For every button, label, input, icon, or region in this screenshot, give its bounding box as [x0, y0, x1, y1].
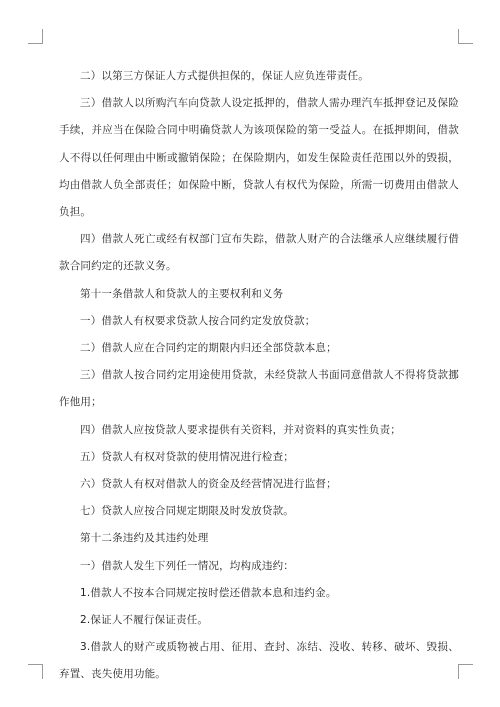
clause-item: 四）借款人应按贷款人要求提供有关资料，并对资料的真实性负责； — [80, 423, 401, 436]
list-item: 3.借款人的财产或质物被占用、征用、查封、冻结、没收、转移、破坏、毁损、弃置、丧失使用功能。 — [59, 641, 459, 681]
crop-mark-top-left — [28, 29, 43, 44]
clause-item: 三）借款人按合同约定用途使用贷款，未经贷款人书面同意借款人不得将贷款挪作他用； — [59, 369, 459, 409]
document-body — [59, 63, 459, 689]
crop-mark-bottom-left — [28, 664, 43, 679]
clause-item: 七）贷款人应按合同规定期限及时发放贷款。 — [80, 505, 294, 518]
clause-item: 一）借款人有权要求贷款人按合同约定发放贷款； — [80, 314, 316, 327]
list-item: 1.借款人不按本合同规定按时偿还借款本息和违约金。 — [80, 586, 337, 599]
clause-item: 二）借款人应在合同约定的期限内归还全部贷款本息； — [80, 342, 337, 355]
paragraph-borrower-death-missing: 四）借款人死亡或经有权部门宣布失踪，借款人财产的合法继承人应继续履行借款合同约定的还款义务。 — [59, 233, 459, 273]
section-heading-article-11: 第十一条借款人和贷款人的主要权利和义务 — [80, 287, 284, 300]
clause-item: 五）贷款人有权对贷款的使用情况进行检查； — [80, 450, 294, 463]
crop-mark-bottom-right — [458, 664, 473, 679]
paragraph-vehicle-mortgage-insurance: 三）借款人以所购汽车向贷款人设定抵押的，借款人需办理汽车抵押登记及保险手续，并应当在保险合同中明确贷款人为该项保险的第一受益人。在抵押期间，借款人不得以任何理由中断或撤销保险；在保险期内，如发生保险责任范围以外的毁损，均由借款人负全部责任；如保险中断，贷款人有权代为保险，所需一切费用由借款人负担。 — [59, 97, 459, 219]
list-item: 2.保证人不履行保证责任。 — [80, 614, 209, 627]
paragraph-guarantor-joint-liability: 二）以第三方保证人方式提供担保的，保证人应负连带责任。 — [80, 70, 369, 82]
crop-mark-top-right — [458, 29, 473, 44]
clause-item: 六）贷款人有权对借款人的资金及经营情况进行监督； — [80, 478, 337, 491]
clause-item: 一）借款人发生下列任一情况，均构成违约： — [80, 559, 294, 572]
section-heading-article-12: 第十二条违约及其违约处理 — [80, 532, 209, 545]
